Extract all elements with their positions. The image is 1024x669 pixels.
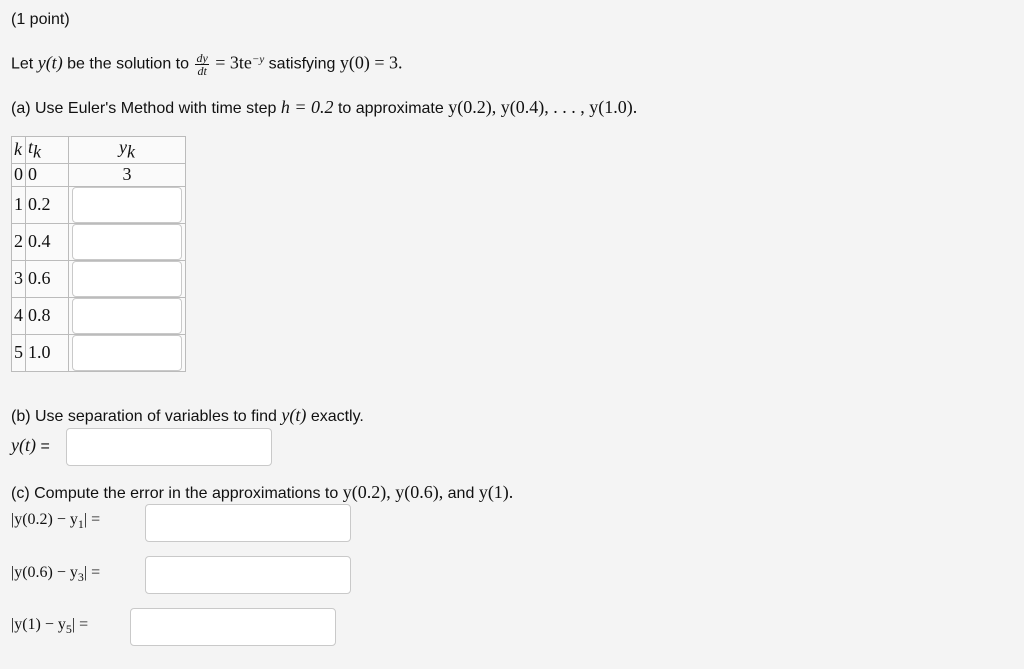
error1-input[interactable]: [145, 504, 351, 542]
error3-input[interactable]: [130, 608, 336, 646]
table-row: [12, 223, 186, 260]
table-header-row: [12, 137, 186, 164]
error3-label: $|y(1) - y_5|$ =: [11, 616, 89, 637]
error2-label: $|y(0.6) - y_3|$ =: [11, 564, 101, 585]
part-c-prompt: [11, 482, 513, 503]
row-t: 0: [26, 163, 69, 186]
table-row: [12, 186, 186, 223]
fraction-denominator: dt: [197, 64, 207, 78]
header-t: $t_k$: [26, 137, 69, 164]
table-row: [12, 297, 186, 334]
table-row: [12, 163, 186, 186]
part-c-and: and: [447, 485, 475, 502]
part-a-prefix: (a) Use Euler's Method with time step: [11, 100, 277, 117]
equation-rhs: = 3te: [215, 52, 252, 73]
y4-input[interactable]: [72, 298, 182, 334]
initial-condition: y(0) = 3.: [339, 52, 403, 73]
y1-input[interactable]: [72, 187, 182, 223]
be-solution-text: be the solution to: [67, 55, 190, 73]
part-b-suffix: exactly.: [310, 408, 364, 425]
part-b-label-eq: =: [40, 438, 50, 455]
row-k: 0: [12, 163, 26, 186]
row-y-value: 3: [69, 163, 186, 186]
row-k: 3: [12, 260, 26, 297]
header-k: k: [12, 137, 26, 164]
part-b-prefix: (b) Use separation of variables to find: [11, 408, 277, 425]
y2-input[interactable]: [72, 224, 182, 260]
table-row: [12, 334, 186, 371]
satisfying-text: satisfying: [268, 55, 336, 73]
part-b-answer-label: [11, 435, 50, 456]
table-row: [12, 260, 186, 297]
part-b-prompt: [11, 405, 364, 426]
row-k: 2: [12, 223, 26, 260]
step-size-math: h = 0.2: [280, 97, 334, 117]
derivative-fraction: [195, 52, 208, 77]
points-label: (1 point): [11, 11, 70, 28]
row-k: 4: [12, 297, 26, 334]
let-text: Let: [11, 55, 34, 73]
problem-statement: [11, 52, 402, 77]
row-t: 1.0: [26, 334, 69, 371]
part-c-targets: y(0.2), y(0.6),: [342, 482, 444, 502]
row-k: 5: [12, 334, 26, 371]
y3-input[interactable]: [72, 261, 182, 297]
part-a-prompt: [11, 97, 637, 118]
error1-label: $|y(0.2) - y_1|$ =: [11, 511, 101, 532]
error2-input[interactable]: [145, 556, 351, 594]
fraction-numerator: dy: [196, 51, 208, 65]
exact-solution-input[interactable]: [66, 428, 272, 466]
part-b-label-math: y(t): [11, 435, 36, 455]
row-t: 0.4: [26, 223, 69, 260]
row-t: 0.6: [26, 260, 69, 297]
exponent: −y: [251, 53, 265, 66]
header-y: $y_k$: [69, 137, 186, 164]
part-c-prefix: (c) Compute the error in the approximations to: [11, 485, 339, 502]
part-c-last: y(1).: [478, 482, 514, 502]
part-a-middle: to approximate: [337, 100, 444, 117]
row-t: 0.8: [26, 297, 69, 334]
euler-table: [11, 136, 186, 372]
y5-input[interactable]: [72, 335, 182, 371]
row-t: 0.2: [26, 186, 69, 223]
part-b-y-of-t: y(t): [281, 405, 307, 425]
y-of-t-math: y(t): [37, 52, 63, 73]
part-a-targets: y(0.2), y(0.4), . . . , y(1.0).: [448, 97, 638, 117]
row-k: 1: [12, 186, 26, 223]
